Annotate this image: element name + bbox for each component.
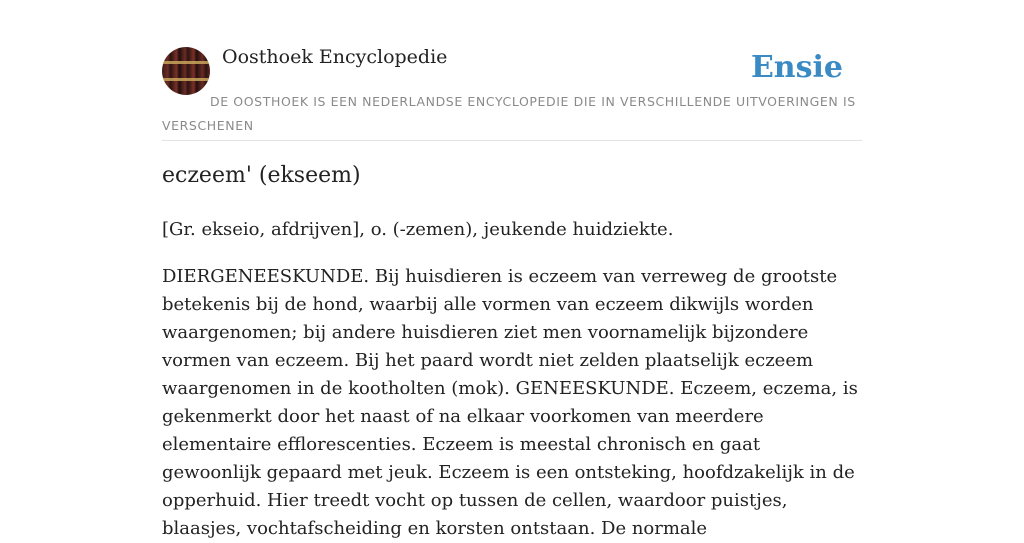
ensie-logo-link[interactable]: Ensie — [750, 50, 843, 85]
avatar-band-bottom — [162, 78, 210, 81]
article-title: eczeem' (ekseem) — [162, 163, 361, 188]
page-content — [162, 0, 862, 539]
site-tagline: DE OOSTHOEK IS EEN NEDERLANDSE ENCYCLOPEDIE DIE IN VERSCHILLENDE UITVOERINGEN IS VERSCHENEN — [162, 94, 856, 133]
encyclopedia-books-avatar[interactable] — [162, 47, 210, 95]
site-name-link[interactable]: Oosthoek Encyclopedie — [222, 46, 448, 68]
site-header — [162, 0, 862, 141]
article-body: DIERGENEESKUNDE. Bij huisdieren is eczeem van verreweg de grootste betekenis bij de hond, waarbij alle vormen van eczeem dikwijls worden waargenomen; bij andere huisdieren ziet men voornamelijk bijzondere vormen van eczeem. Bij het paard wordt niet zelden plaatselijk eczeem waargenomen in de kootholten (mok). GENEESKUNDE. Eczeem, eczema, is gekenmerkt door het naast of na elkaar voorkomen van meerdere elementaire efflorescenties. Eczeem is meestal chronisch en gaat gewoonlijk gepaard met jeuk. Eczeem is een ontsteking, hoofdzakelijk in de opperhuid. Hier treedt vocht op tussen de cellen, waardoor puistjes, blaasjes, vochtafscheiding en korsten ontstaan. De normale — [162, 266, 858, 539]
avatar-band-top — [162, 61, 210, 64]
article-definition: [Gr. ekseio, afdrijven], o. (-zemen), jeukende huidziekte. — [162, 219, 674, 240]
